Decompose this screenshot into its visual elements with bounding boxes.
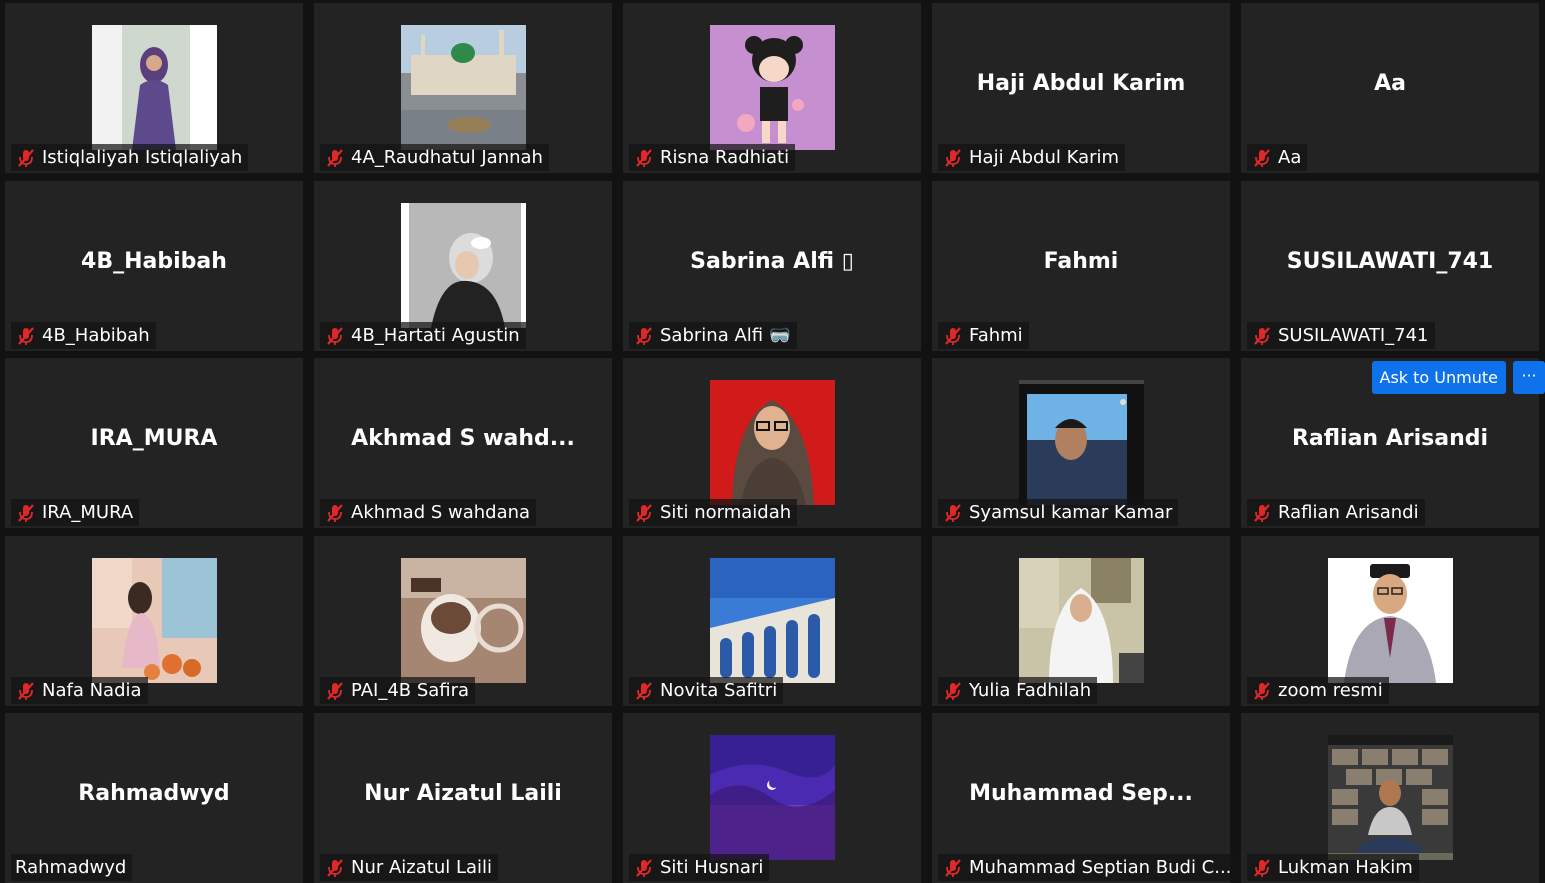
participant-name-label: zoom resmi [1278, 680, 1383, 701]
participant-name-tag [629, 322, 797, 349]
participant-name-label: Fahmi [969, 325, 1023, 346]
mic-muted-icon [942, 325, 964, 347]
participant-tile[interactable] [932, 536, 1230, 706]
participant-name-tag [320, 677, 475, 704]
participant-name-label: Akhmad S wahdana [351, 502, 531, 523]
mic-muted-icon [942, 680, 964, 702]
participant-name-tag [11, 677, 148, 704]
participant-tile[interactable] [932, 3, 1230, 173]
participant-name-tag [1247, 499, 1425, 526]
participant-display-name: Raflian Arisandi [1291, 426, 1489, 451]
mic-muted-icon [1251, 680, 1273, 702]
participant-name-tag [1247, 322, 1435, 349]
mic-muted-icon [324, 680, 346, 702]
participant-name-label: Risna Radhiati [660, 147, 790, 168]
participant-tile[interactable] [1241, 3, 1539, 173]
participant-name-tag [1247, 854, 1419, 881]
participant-name-label: Novita Safitri [660, 680, 778, 701]
participant-video [401, 558, 526, 683]
participant-name-label: Aa [1278, 147, 1302, 168]
participant-name-tag [938, 144, 1125, 171]
participant-tile[interactable] [314, 713, 612, 883]
participant-video [92, 558, 217, 683]
mic-muted-icon [633, 680, 655, 702]
ask-to-unmute-button[interactable]: Ask to Unmute [1372, 361, 1506, 394]
participant-video [401, 25, 526, 150]
participant-display-name: Muhammad Sep... [969, 781, 1193, 806]
participant-tile[interactable] [1241, 536, 1539, 706]
participant-tile[interactable] [932, 358, 1230, 528]
participant-name-label: Syamsul kamar Kamar [969, 502, 1173, 523]
participant-tile[interactable] [623, 713, 921, 883]
participant-tile[interactable] [314, 358, 612, 528]
participant-video [710, 25, 835, 150]
participant-tile[interactable] [5, 713, 303, 883]
participant-name-label: IRA_MURA [42, 502, 134, 523]
participant-video [92, 25, 217, 150]
participant-tile[interactable] [1241, 713, 1539, 883]
participant-display-name: IRA_MURA [90, 426, 218, 451]
participant-name-label: Lukman Hakim [1278, 857, 1413, 878]
more-options-button[interactable]: ··· [1513, 361, 1545, 394]
participant-name-tag [11, 322, 156, 349]
mic-muted-icon [324, 325, 346, 347]
mic-muted-icon [942, 857, 964, 879]
participant-video [1019, 380, 1144, 505]
mic-muted-icon [633, 147, 655, 169]
participant-name-label: Rahmadwyd [15, 857, 127, 878]
mic-muted-icon [633, 325, 655, 347]
participant-tile[interactable] [623, 181, 921, 351]
participant-video [1328, 735, 1453, 860]
mic-muted-icon [324, 147, 346, 169]
participant-tile[interactable] [314, 181, 612, 351]
participant-video [710, 735, 835, 860]
participant-name-tag [320, 144, 549, 171]
mic-muted-icon [15, 147, 37, 169]
participant-video [401, 203, 526, 328]
participant-name-tag [1247, 677, 1389, 704]
participant-name-tag [938, 677, 1097, 704]
participant-display-name: 4B_Habibah [81, 249, 227, 274]
participant-name-tag [629, 499, 797, 526]
participant-tile[interactable] [1241, 358, 1539, 528]
participant-name-label: Sabrina Alfi 🥽 [660, 325, 792, 346]
participant-display-name: Aa [1374, 71, 1406, 96]
participant-tile[interactable] [623, 358, 921, 528]
participant-name-label: Nur Aizatul Laili [351, 857, 493, 878]
participant-tile[interactable] [314, 3, 612, 173]
mic-muted-icon [633, 502, 655, 524]
mic-muted-icon [1251, 857, 1273, 879]
participant-video [1328, 558, 1453, 683]
participant-name-label: PAI_4B Safira [351, 680, 470, 701]
participant-name-label: Nafa Nadia [42, 680, 142, 701]
participant-name-label: 4A_Raudhatul Jannah [351, 147, 543, 168]
participant-name-tag [320, 499, 536, 526]
participant-name-label: SUSILAWATI_741 [1278, 325, 1429, 346]
participant-tile[interactable] [5, 358, 303, 528]
participant-name-tag [11, 144, 248, 171]
participant-display-name: SUSILAWATI_741 [1286, 249, 1494, 274]
participant-tile[interactable] [623, 536, 921, 706]
participant-name-label: Siti Husnari [660, 857, 764, 878]
mic-muted-icon [324, 857, 346, 879]
participant-name-tag [629, 854, 769, 881]
participant-name-label: 4B_Hartati Agustin [351, 325, 520, 346]
participant-tile[interactable] [5, 181, 303, 351]
participant-name-tag [320, 322, 526, 349]
participant-tile[interactable] [314, 536, 612, 706]
participant-name-label: Haji Abdul Karim [969, 147, 1120, 168]
participant-tile[interactable] [5, 536, 303, 706]
mic-muted-icon [15, 325, 37, 347]
mic-muted-icon [15, 502, 37, 524]
mic-muted-icon [15, 680, 37, 702]
participant-video [710, 558, 835, 683]
participant-name-tag [1247, 144, 1307, 171]
mic-muted-icon [1251, 147, 1273, 169]
participant-tile[interactable] [1241, 181, 1539, 351]
participant-display-name: Rahmadwyd [78, 781, 230, 806]
mic-muted-icon [942, 147, 964, 169]
participant-display-name: Nur Aizatul Laili [364, 781, 562, 806]
participant-name-label: Raflian Arisandi [1278, 502, 1419, 523]
participant-display-name: Sabrina Alfi ▯ [690, 249, 854, 274]
participant-tile[interactable] [623, 3, 921, 173]
participant-name-tag [938, 854, 1237, 881]
participant-name-label: Istiqlaliyah Istiqlaliyah [42, 147, 243, 168]
participant-name-tag [320, 854, 498, 881]
participant-name-label: 4B_Habibah [42, 325, 150, 346]
mic-muted-icon [1251, 502, 1273, 524]
participant-name-tag [11, 854, 132, 881]
participant-name-tag [938, 322, 1029, 349]
participant-name-tag [629, 144, 795, 171]
participant-name-label: Siti normaidah [660, 502, 792, 523]
participant-tile[interactable] [932, 713, 1230, 883]
participant-name-tag [11, 499, 139, 526]
mic-muted-icon [324, 502, 346, 524]
participant-display-name: Fahmi [1043, 249, 1119, 274]
participant-name-label: Muhammad Septian Budi C... [969, 857, 1232, 878]
participant-name-tag [938, 499, 1178, 526]
participant-display-name: Haji Abdul Karim [976, 71, 1186, 96]
mic-muted-icon [1251, 325, 1273, 347]
participant-video [1019, 558, 1144, 683]
participant-tile[interactable] [5, 3, 303, 173]
participant-video [710, 380, 835, 505]
participant-display-name: Akhmad S wahd... [351, 426, 575, 451]
mic-muted-icon [633, 857, 655, 879]
participant-name-label: Yulia Fadhilah [969, 680, 1092, 701]
participant-name-tag [629, 677, 783, 704]
participant-tile[interactable] [932, 181, 1230, 351]
mic-muted-icon [942, 502, 964, 524]
